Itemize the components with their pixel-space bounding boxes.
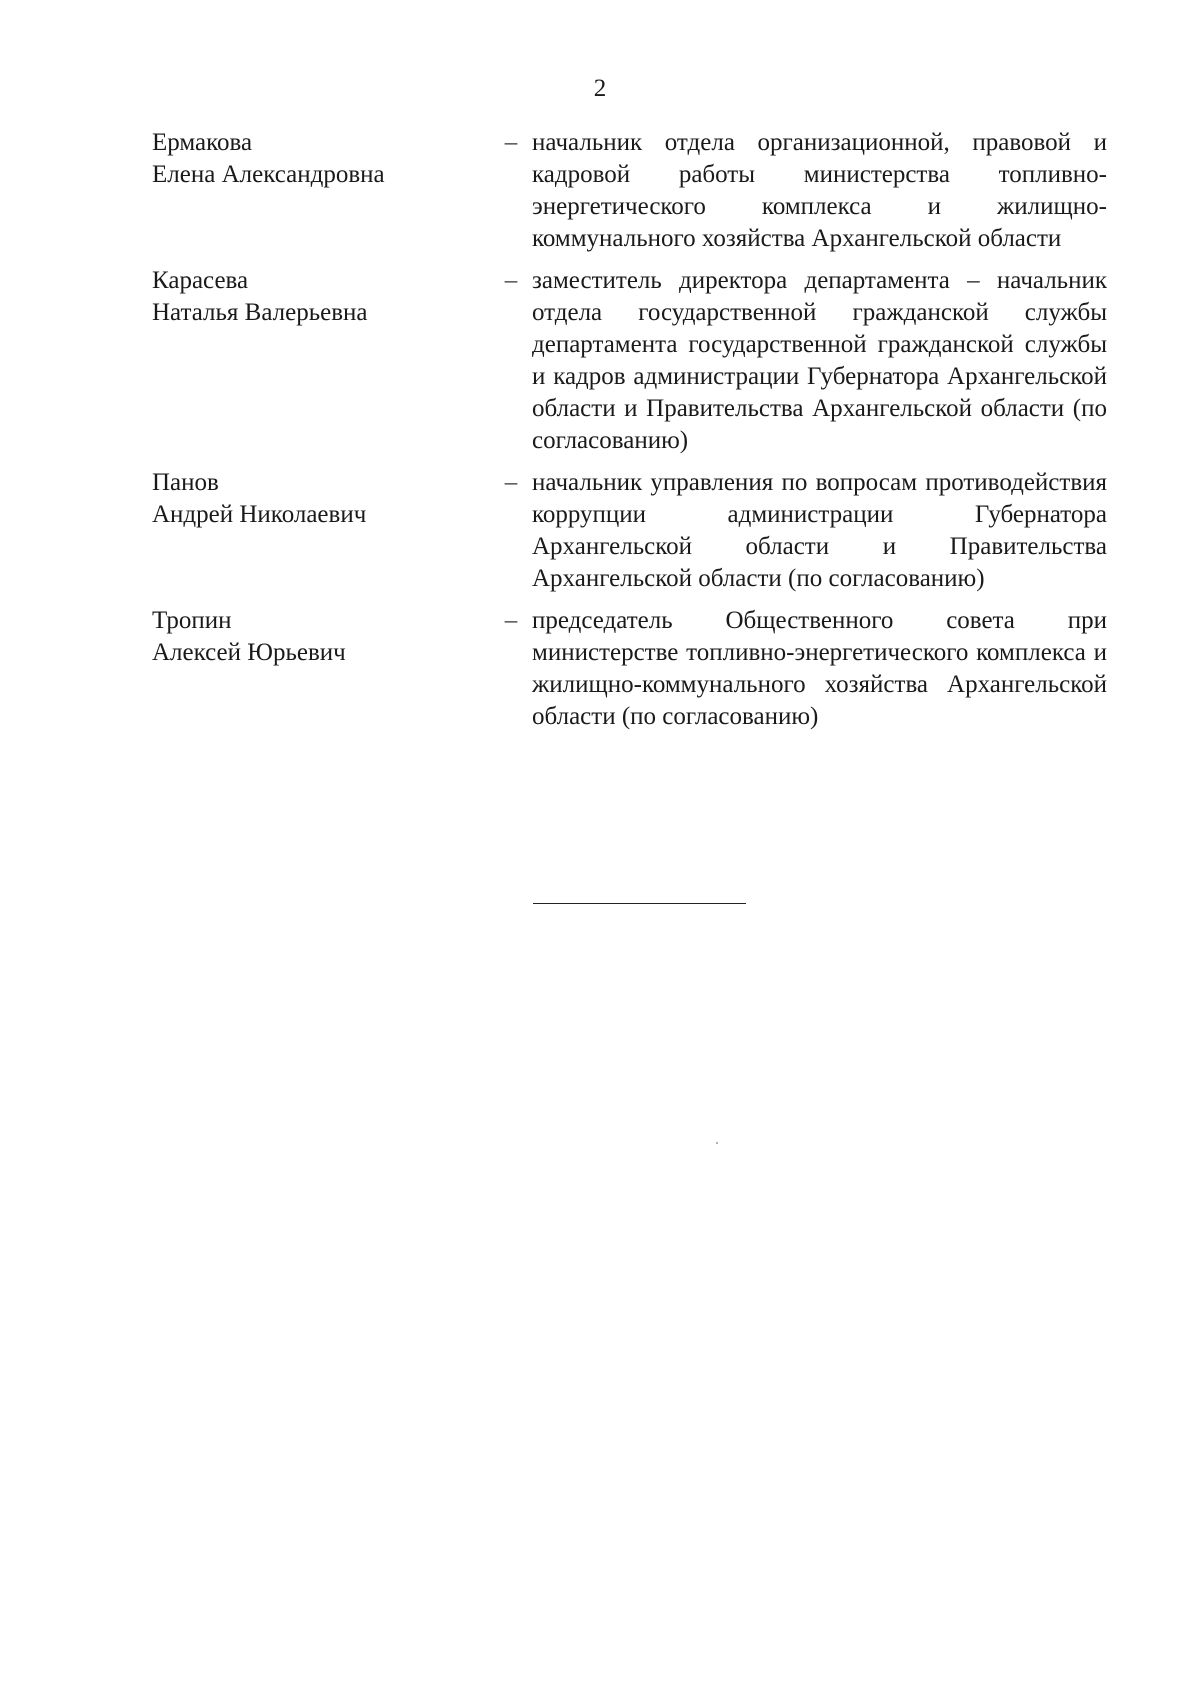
member-position: заместитель директора департамента – начальник отдела государственной гражданской службы департамента государственной гражданской службы и кадров администрации Губернатора Архангельской области и Правительства Архангельской области (по согласованию) <box>532 267 1107 454</box>
member-position: председатель Общественного совета при министерстве топливно-энергетического комплекса и жилищно-коммунального хозяйства Архангельской области (по согласованию) <box>532 607 1107 730</box>
member-surname: Ермакова <box>152 129 253 156</box>
page-number: 2 <box>593 75 607 102</box>
member-given-names: Наталья Валерьевна <box>152 299 368 326</box>
member-position: начальник отдела организационной, правовой и кадровой работы министерства топливно-энергетического комплекса и жилищно-коммунального хозяйства Архангельской области <box>532 129 1107 252</box>
scan-speck <box>716 1142 718 1144</box>
member-dash: – <box>504 129 518 156</box>
member-dash: – <box>504 607 518 634</box>
member-given-names: Елена Александровна <box>152 161 385 188</box>
member-entry-panov <box>152 467 1112 595</box>
member-entry-tropin <box>152 605 1112 733</box>
commission-member-list <box>152 127 1112 743</box>
member-name <box>152 605 495 669</box>
member-position: начальник управления по вопросам противодействия коррупции администрации Губернатора Архангельской области и Правительства Архангельской области (по согласованию) <box>532 469 1107 592</box>
member-dash: – <box>504 469 518 496</box>
member-entry-karaseva <box>152 265 1112 457</box>
member-entry-ermakova <box>152 127 1112 255</box>
member-surname: Панов <box>152 469 219 496</box>
member-surname: Карасева <box>152 267 249 294</box>
end-of-list-rule <box>533 903 746 904</box>
member-given-names: Андрей Николаевич <box>152 501 367 528</box>
member-name <box>152 265 495 329</box>
member-given-names: Алексей Юрьевич <box>152 639 346 666</box>
member-dash: – <box>504 267 518 294</box>
member-name <box>152 467 495 531</box>
member-name <box>152 127 495 191</box>
member-surname: Тропин <box>152 607 232 634</box>
